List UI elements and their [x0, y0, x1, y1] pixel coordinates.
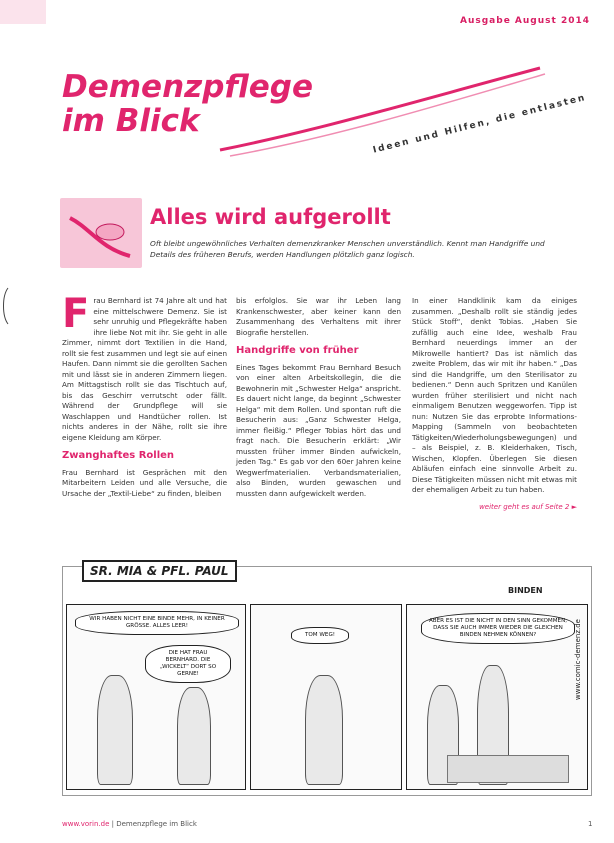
paragraph: bis erfolglos. Sie war ihr Leben lang Krankenschwester, aber keiner kann den Zusammenhang des Verhaltens mit ihrer Biografie herstellen. [236, 296, 401, 337]
comic-logo: SR. MIA & PFL. PAUL [82, 560, 237, 582]
caregiver-figure [305, 675, 343, 785]
paragraph: In einer Handklinik kam da einiges zusammen. „Deshalb rollt sie ständig jedes Stück Stoff“, denkt Tobias. „Haben Sie zufällig auch eine Idee, weshalb Frau Bernhard neuerdings immer an der Mikrowelle hantiert? Das ist nämlich das zweite Problem, das wir mit ihr haben.“ „Das sind die Handgriffe, um den Sterilisator zu bedienen.“ Denn auch Spritzen und Kanülen wurden früher sterilisiert und nicht nach einmaligem Benutzen weggeworfen. Tipp ist nun: Nutzen Sie das erprobte Informations-Mapping (Sammeln von beobachteten Tätigkeiten/Wiederholungsbewegungen) und – als Beispiel, z. B. Kleiderhaken, Tisch, Wischen, Klopfen. Überlegen Sie diesen Abläufen einfach eine sinnvolle Arbeit zu. Diese Tätigkeiten müssen nicht mit etwas mit der ehemaligen Arbeit zu tun haben. [412, 296, 577, 494]
subheading: Zwanghaftes Rollen [62, 450, 175, 461]
footer-site-link[interactable]: www.vorin.de [62, 820, 110, 828]
article-lede: Oft bleibt ungewöhnliches Verhalten demenzkranker Menschen unverständlich. Kennt man Handgriffe und Details des früheren Berufs, werden Handlungen plötzlich ganz logisch. [150, 239, 545, 259]
caregiver-figure [177, 687, 211, 785]
rolled-bandage-illustration [60, 198, 142, 268]
comic-url[interactable]: www.comic-demenz.de [574, 619, 582, 700]
corner-band [0, 0, 46, 24]
punch-mark [0, 286, 10, 326]
title-line-1: Demenzpflege [62, 69, 314, 105]
subheading: Handgriffe von früher [236, 345, 359, 356]
bandage-icon [60, 198, 142, 268]
paragraph: rau Bernhard ist 74 Jahre alt und hat eine mittelschwere Demenz. Sie ist sehr unruhig und Pflegekräfte haben ihre liebe Not mit ihr. Sie geht in alle Zimmer, nimmt dort Textilien in die Hand, rollt sie fest zusammen und legt sie auf einen Haufen. Dann nimmt sie die gerollten Sachen mit und lässt sie in anderen Zimmern liegen. Am Mittagstisch rollt sie das Tischtuch auf, bis das Geschirr verrutscht oder fällt. Während der Grundpflege will sie Waschlappen und Handtücher rollen. Ist nichts anderes in der Nähe, rollt sie ihre eigene Kleidung am Körper. [62, 296, 227, 442]
comic-panel-2 [250, 604, 402, 790]
continued-link[interactable]: weiter geht es auf Seite 2 ► [479, 502, 577, 511]
paragraph: Eines Tages bekommt Frau Bernhard Besuch von einer alten Arbeitskollegin, die die Bewohnerin mit „Schwester Helga“ anspricht. Es dauert nicht lange, da beginnt „Schwester Helga“ mit dem Rollen. Und spontan ruft die Besucherin aus: „Ganz Schwester Helga, immer fleißig.“ Pfleger Tobias hört das und fragt nach. Die Besucherin erklärt: „Wir mussten früher immer Binden aufwickeln, jeden Tag.“ Es gab vor den 60er Jahren keine Wegwerfmaterialien. Verbandsmaterialien, also Binden, wurden gewaschen und mussten dann aufgewickelt werden. [236, 362, 402, 498]
page-number: 1 [588, 820, 593, 828]
tagline: Ideen und Hilfen, die entlasten [372, 92, 588, 156]
edition-label: Ausgabe August 2014 [460, 16, 590, 26]
speech-bubble: ABER ES IST DIE NICHT IN DEN SINN GEKOMMEN, DASS SIE AUCH IMMER WIEDER DIE GLEICHEN BINDEN NEHMEN KÖNNEN? [421, 613, 575, 644]
article-column-2 [236, 296, 401, 505]
paragraph: Frau Bernhard ist Gesprächen mit den Mitarbeitern Leiden und alle Versuche, die Ursache der „Textil-Liebe“ zu finden, bleiben [62, 467, 227, 498]
speech-bubble: WIR HABEN NICHT EINE BINDE MEHR, IN KEINER GRÖSSE. ALLES LEER! [75, 611, 239, 635]
footer-separator: | [109, 820, 117, 828]
nurse-figure [97, 675, 133, 785]
comic-title: BINDEN [508, 586, 543, 595]
drop-cap: F [62, 291, 90, 337]
speech-bubble: TOM WEG! [291, 627, 349, 644]
speech-bubble: DIE HAT FRAU BERNHARD. DIE „WICKELT“ DORT SO GERNE! [145, 645, 231, 683]
footer-name: Demenzpflege im Blick [116, 820, 197, 828]
article-column-3 [412, 296, 577, 512]
article-column-1 [62, 291, 227, 505]
comic-panel-1 [66, 604, 246, 790]
bandage-pile [447, 755, 569, 783]
title-line-2: im Blick [62, 103, 200, 139]
comic-panel-3 [406, 604, 588, 790]
article-headline: Alles wird aufgerollt [150, 205, 391, 229]
footer [62, 820, 197, 828]
